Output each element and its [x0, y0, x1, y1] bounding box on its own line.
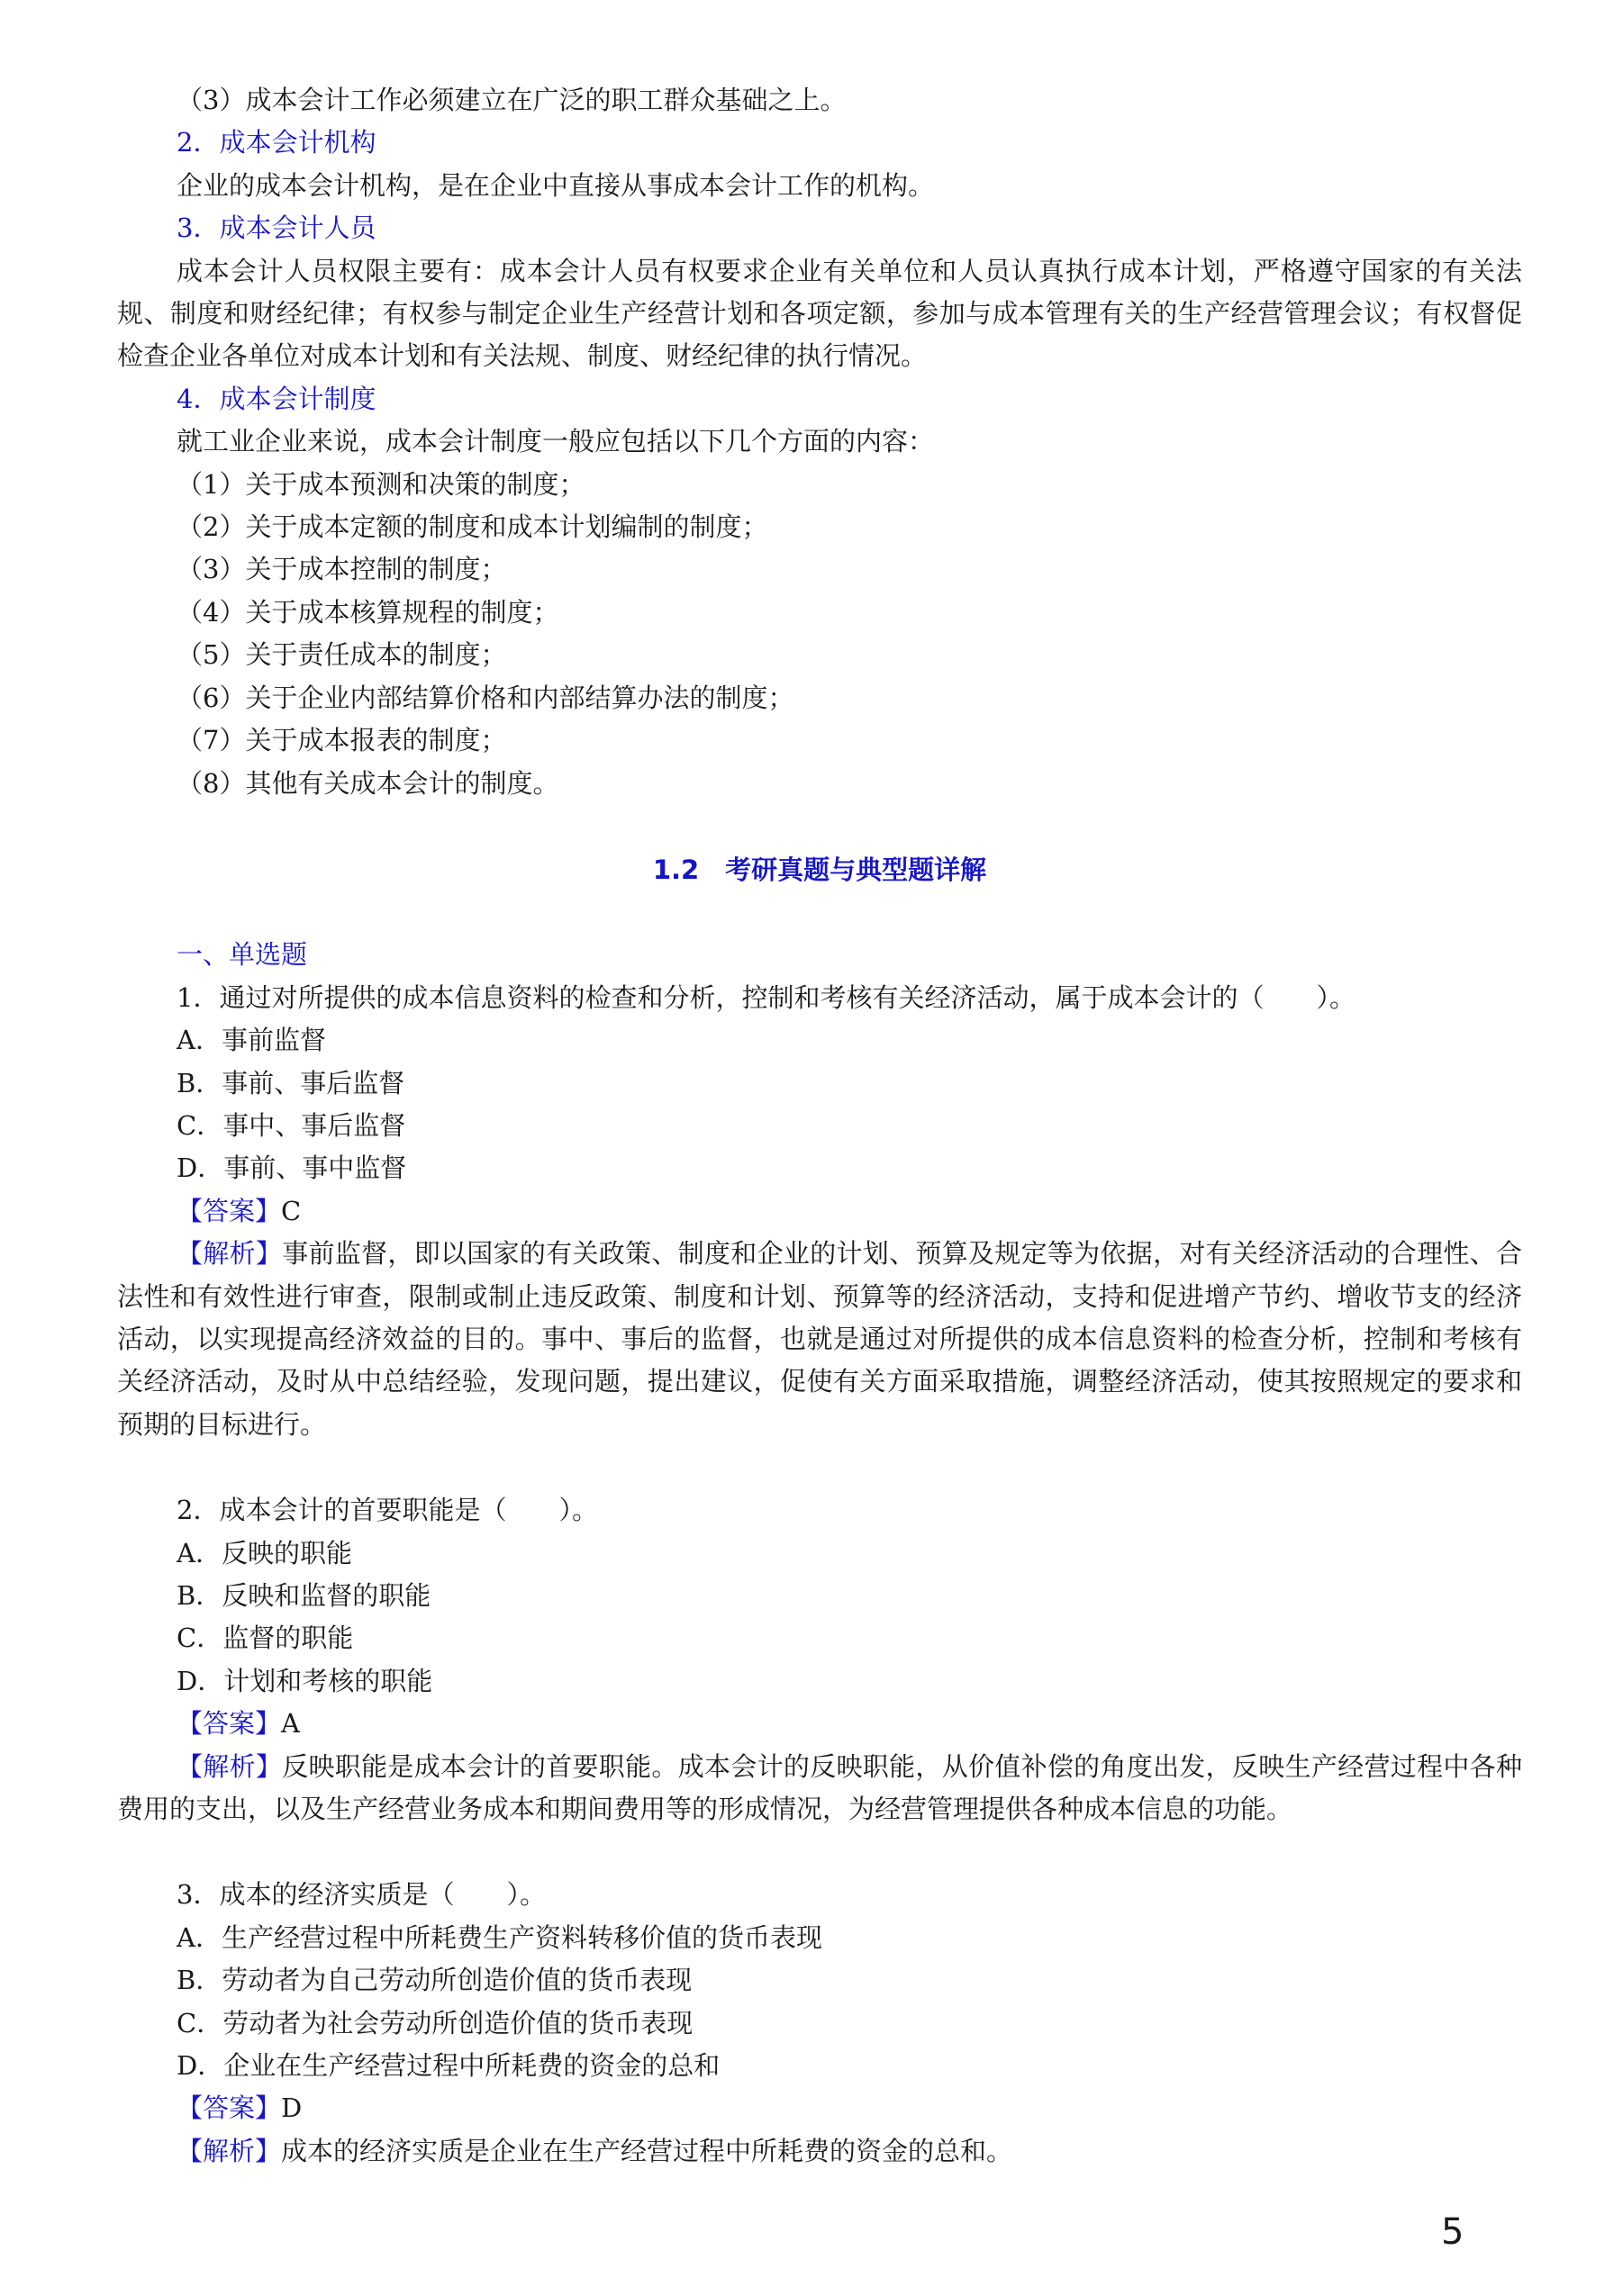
- subheading-staff: 3．成本会计人员: [177, 212, 376, 244]
- analysis-paragraph: [117, 2130, 1522, 2173]
- question-stem: 3．成本的经济实质是（ ）。: [177, 1879, 546, 1911]
- list-item: （4）关于成本核算规程的制度；: [177, 596, 559, 628]
- analysis-label: 【解析】: [177, 2135, 282, 2166]
- answer-label: 【答案】: [177, 1195, 282, 1226]
- answer-value: D: [281, 2093, 303, 2124]
- option: C．事中、事后监督: [177, 1109, 406, 1141]
- analysis-text: 反映职能是成本会计的首要职能。成本会计的反映职能，从价值补偿的角度出发，反映生产经营过程中各种费用的支出，以及生产经营业务成本和期间费用等的形成情况，为经营管理提供各种成本信息的功能。: [117, 1750, 1522, 1825]
- list-item: （3）关于成本控制的制度；: [177, 554, 507, 585]
- spacer: [117, 1830, 1522, 1874]
- spacer: [117, 1446, 1522, 1489]
- list-item: （5）关于责任成本的制度；: [177, 639, 507, 671]
- list-item: （1）关于成本预测和决策的制度；: [177, 468, 585, 500]
- subheading-org: 2．成本会计机构: [177, 127, 376, 158]
- option: A．事前监督: [177, 1025, 326, 1056]
- paragraph: 就工业企业来说，成本会计制度一般应包括以下几个方面的内容：: [177, 426, 935, 457]
- analysis-text: 成本的经济实质是企业在生产经营过程中所耗费的资金的总和。: [281, 2135, 1013, 2166]
- list-item: （3）成本会计工作必须建立在广泛的职工群众基础之上。: [177, 85, 847, 115]
- paragraph: 企业的成本会计机构，是在企业中直接从事成本会计工作的机构。: [177, 169, 935, 201]
- analysis-label: 【解析】: [177, 1238, 283, 1270]
- option: A．生产经营过程中所耗费生产资料转移价值的货币表现: [177, 1921, 822, 1953]
- page-number: 5: [1441, 2211, 1464, 2253]
- analysis-paragraph: [117, 1233, 1522, 1446]
- option: A．反映的职能: [177, 1537, 352, 1568]
- answer-label: 【答案】: [177, 1708, 282, 1740]
- option: D．计划和考核的职能: [177, 1665, 433, 1696]
- option: D．事前、事中监督: [177, 1153, 407, 1184]
- option: D．企业在生产经营过程中所耗费的资金的总和: [177, 2050, 721, 2082]
- section-title: 1.2 考研真题与典型题详解: [652, 854, 987, 885]
- option: C．监督的职能: [177, 1623, 354, 1654]
- option: C．劳动者为社会劳动所创造价值的货币表现: [177, 2007, 694, 2038]
- option: B．劳动者为自己劳动所创造价值的货币表现: [177, 1965, 693, 1996]
- list-item: （8）其他有关成本会计的制度。: [177, 767, 559, 799]
- subheading-system: 4．成本会计制度: [177, 383, 376, 414]
- analysis-label: 【解析】: [177, 1750, 283, 1782]
- single-choice-heading: 一、单选题: [177, 939, 308, 971]
- paragraph: 成本会计人员权限主要有：成本会计人员有权要求企业有关单位和人员认真执行成本计划，严格遵守国家的有关法规、制度和财经纪律；有权参与制定企业生产经营计划和各项定额，参加与成本管理有关的生产经营管理会议；有权督促检查企业各单位对成本计划和有关法规、制度、财经纪律的执行情况。: [117, 255, 1522, 372]
- list-item: （7）关于成本报表的制度；: [177, 725, 507, 756]
- option: B．反映和监督的职能: [177, 1580, 431, 1611]
- analysis-paragraph: [117, 1746, 1522, 1831]
- analysis-text: 事前监督，即以国家的有关政策、制度和企业的计划、预算及规定等为依据，对有关经济活动的合理性、合法性和有效性进行审查，限制或制止违反政策、制度和计划、预算等的经济活动，支持和促进增产节约、增收节支的经济活动，以实现提高经济效益的目的。事中、事后的监督，也就是通过对所提供的成本信息资料的检查分析，控制和考核有关经济活动，及时从中总结经验，发现问题，提出建议，促使有关方面采取措施，调整经济活动，使其按照规定的要求和预期的目标进行。: [117, 1238, 1522, 1440]
- list-item: （2）关于成本定额的制度和成本计划编制的制度；: [177, 511, 768, 543]
- answer-line: [117, 1703, 1522, 1745]
- answer-label: 【答案】: [177, 2093, 282, 2124]
- answer-line: [117, 1190, 1522, 1233]
- page-content: [117, 79, 1522, 2173]
- answer-line: [117, 2087, 1522, 2129]
- question-stem: 2．成本会计的首要职能是（ ）。: [177, 1495, 598, 1526]
- answer-value: C: [281, 1195, 302, 1226]
- option: B．事前、事后监督: [177, 1067, 405, 1098]
- answer-value: A: [281, 1708, 300, 1740]
- list-item: （6）关于企业内部结算价格和内部结算办法的制度；: [177, 682, 794, 713]
- question-stem: 1．通过对所提供的成本信息资料的检查和分析，控制和考核有关经济活动，属于成本会计的（ ）。: [177, 981, 1356, 1013]
